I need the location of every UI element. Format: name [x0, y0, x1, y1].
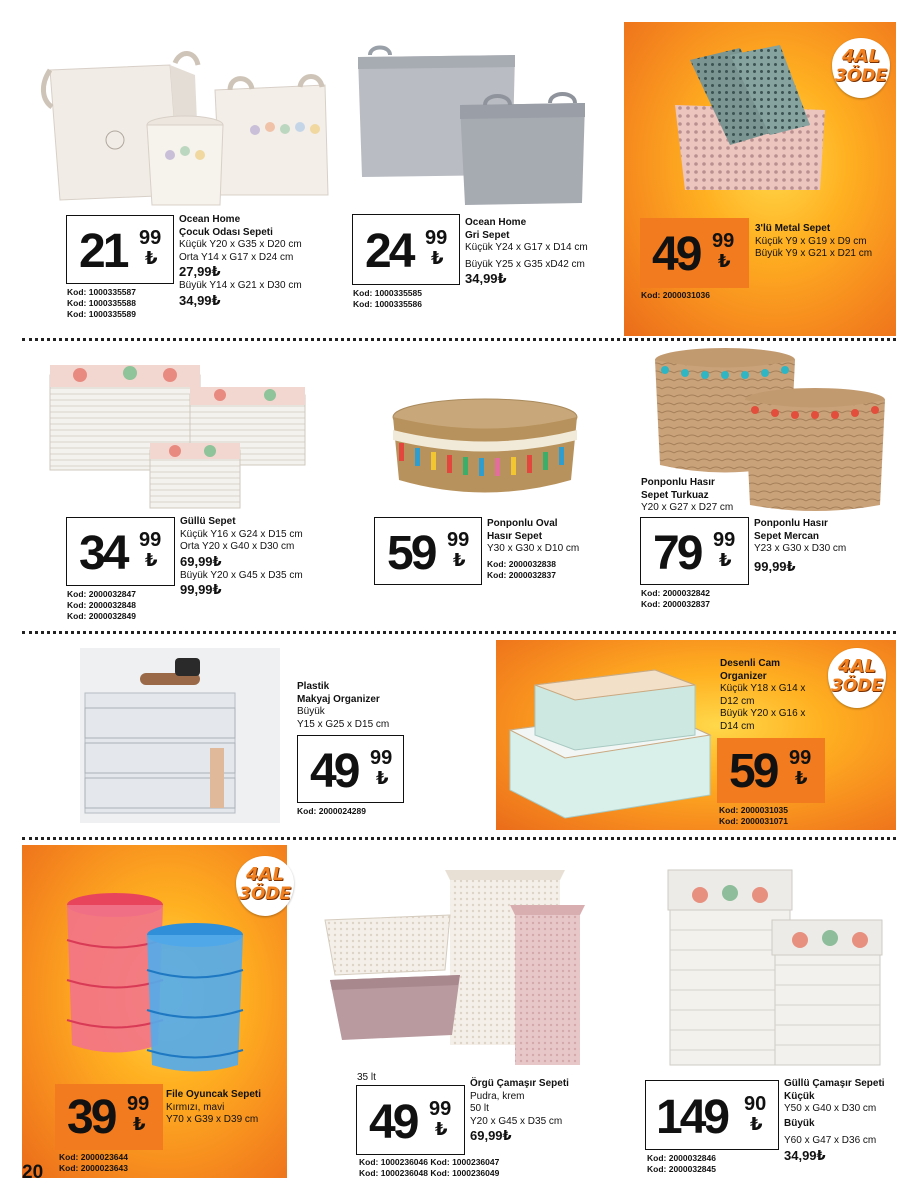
- price-tag: 79 99 ₺: [640, 517, 749, 585]
- floral-laundry-baskets-image: [660, 865, 885, 1070]
- page-number: 20: [22, 1162, 44, 1183]
- promo-badge: 4AL 3ÖDE: [236, 856, 294, 916]
- product-info: Ponponlu Hasır Sepet Mercan Y23 x G30 x D30 cm 99,99₺: [754, 518, 847, 574]
- price-tag: 49 99 ₺: [297, 735, 404, 803]
- product-info: Örgü Çamaşır Sepeti Pudra, krem 50 lt Y20 x G45 x D35 cm 69,99₺: [470, 1078, 569, 1143]
- product-info: Desenli Cam Organizer Küçük Y18 x G14 x D12 cm Büyük Y20 x G16 x D14 cm: [720, 658, 806, 732]
- price-tag: 21 99 ₺: [66, 215, 174, 284]
- product-codes: Kod: 2000024289: [297, 806, 366, 816]
- knit-laundry-baskets-image: [320, 860, 590, 1070]
- promo-badge: 4AL 3ÖDE: [828, 648, 886, 708]
- net-toy-baskets-image: [60, 880, 250, 1080]
- product-codes: Kod: 1000335587 Kod: 1000335588 Kod: 1000335589: [67, 287, 136, 319]
- separator: [22, 837, 896, 840]
- metal-baskets-image: [660, 40, 850, 200]
- price-tag: 49 99 ₺: [640, 218, 749, 288]
- product-info-turquoise: Ponponlu Hasır Sepet Turkuaz Y20 x G27 x D27 cm: [641, 477, 734, 513]
- price-tag: 34 99 ₺: [66, 517, 175, 586]
- glass-organizer-image: [505, 660, 715, 820]
- product-info: File Oyuncak Sepeti Kırmızı, mavi Y70 x G39 x D39 cm: [166, 1089, 262, 1125]
- product-codes: Kod: 2000032838 Kod: 2000032837: [487, 559, 556, 580]
- price-tag: 59 99 ₺: [717, 738, 825, 803]
- product-codes: Kod: 2000031035 Kod: 2000031071: [719, 805, 788, 826]
- makeup-organizer-image: [80, 648, 280, 823]
- separator: [22, 631, 896, 634]
- product-info: Ocean Home Gri Sepet Küçük Y24 x G17 x D14 cm Büyük Y25 x G35 xD42 cm 34,99₺: [465, 217, 588, 286]
- product-info: Ocean Home Çocuk Odası Sepeti Küçük Y20 x G35 x D20 cm Orta Y14 x G17 x D24 cm 27,99₺ Büyük Y14 x G21 x D30 cm 34,99₺: [179, 214, 302, 308]
- product-info: Güllü Sepet Küçük Y16 x G24 x D15 cm Orta Y20 x G40 x D30 cm 69,99₺ Büyük Y20 x G45 x D35 cm 99,99₺: [180, 516, 303, 597]
- price-tag: 39 99 ₺: [55, 1084, 163, 1150]
- product-codes: Kod: 1000335585 Kod: 1000335586: [353, 288, 422, 309]
- product-codes: Kod: 1000236046 Kod: 1000236047 Kod: 1000236048 Kod: 1000236049: [359, 1157, 500, 1178]
- price-tag: 49 99 ₺: [356, 1085, 465, 1155]
- price-tag: 149 90 ₺: [645, 1080, 779, 1150]
- product-codes: Kod: 2000032842 Kod: 2000032837: [641, 588, 710, 609]
- price-tag: 24 99 ₺: [352, 214, 460, 285]
- product-size-label: 35 lt: [357, 1072, 376, 1083]
- product-codes: Kod: 2000032847 Kod: 2000032848 Kod: 2000032849: [67, 589, 136, 621]
- product-info: Ponponlu Oval Hasır Sepet Y30 x G30 x D10 cm: [487, 518, 580, 554]
- grey-baskets-image: [350, 45, 600, 210]
- price-tag: 59 99 ₺: [374, 517, 482, 585]
- product-codes: Kod: 2000031036: [641, 290, 710, 300]
- product-info: 3'lü Metal Sepet Küçük Y9 x G19 x D9 cm Büyük Y9 x G21 x D21 cm: [755, 223, 873, 259]
- promo-badge: 4AL 3ÖDE: [832, 38, 890, 98]
- separator: [22, 338, 896, 341]
- product-codes: Kod: 2000023644 Kod: 2000023643: [59, 1152, 128, 1173]
- kids-baskets-image: [30, 45, 340, 215]
- product-codes: Kod: 2000032846 Kod: 2000032845: [647, 1153, 716, 1174]
- pompom-oval-basket-image: [385, 395, 585, 505]
- product-info: Plastik Makyaj Organizer Büyük Y15 x G25 x D15 cm: [297, 681, 390, 730]
- product-info: Güllü Çamaşır Sepeti Küçük Y50 x G40 x D30 cm Büyük Y60 x G47 x D36 cm 34,99₺: [784, 1078, 885, 1163]
- floral-wicker-baskets-image: [40, 355, 310, 510]
